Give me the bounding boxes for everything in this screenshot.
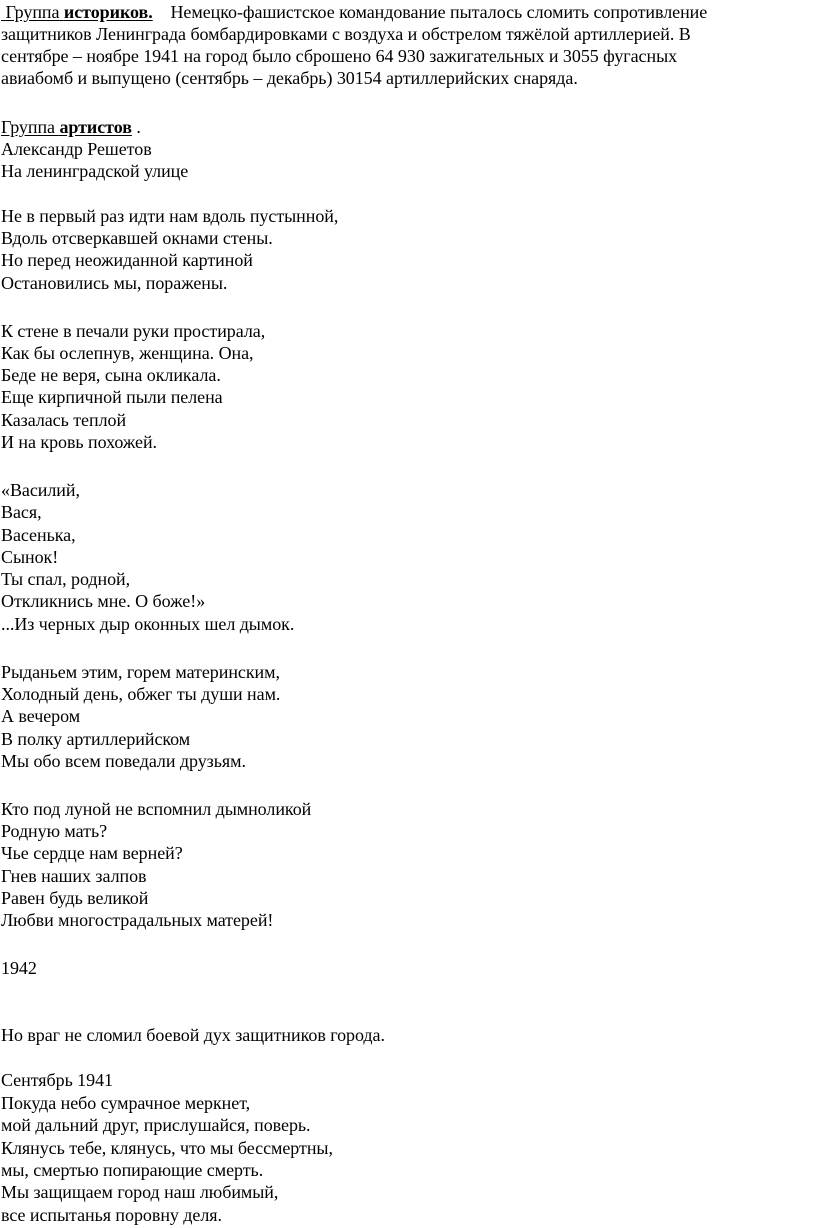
intro-line-3: сентябре – ноябре 1941 на город было сброшено 64 930 зажигательных и 3055 фугасных (1, 46, 678, 66)
poem-line: Ты спал, родной, (1, 569, 131, 589)
poem-line: Покуда небо сумрачное меркнет, (1, 1093, 251, 1113)
poem-line: Сынок! (1, 547, 59, 567)
intro-line-4: авиабомб и выпущено (сентябрь – декабрь) 30154 артиллерийских снаряда. (1, 68, 578, 88)
transition-text: Но враг не сломил боевой дух защитников города. (1, 1025, 385, 1045)
poem-line: Откликнись мне. О боже!» (1, 591, 206, 611)
poem-line: Но перед неожиданной картиной (1, 250, 253, 270)
intro-line-1 (0, 1, 816, 23)
poem-line: «Василий, (1, 480, 80, 500)
poem-year: 1942 (1, 958, 37, 978)
poem-line: Беде не веря, сына окликала. (1, 365, 221, 385)
poem-title: На ленинградской улице (1, 161, 189, 181)
poem-line: все испытанья поровну деля. (1, 1205, 222, 1225)
poem-line: Остановились мы, поражены. (1, 273, 228, 293)
poem-line: Родную мать? (1, 821, 108, 841)
poem-line: Равен будь великой (1, 888, 149, 908)
poem-line: Рыданьем этим, горем материнским, (1, 662, 280, 682)
poem-line: К стене в печали руки простирала, (1, 321, 266, 341)
poem-line: мой дальний друг, прислушайся, поверь. (1, 1115, 311, 1135)
poem-line: Вася, (1, 502, 42, 522)
poem-line: Кто под луной не вспомнил дымноликой (1, 799, 312, 819)
intro-line-2: защитников Ленинграда бомбардировками с воздуха и обстрелом тяжёлой артиллерией. В (1, 24, 691, 44)
artists-heading: Группа артистов . (1, 117, 141, 137)
poem-line: Не в первый раз идти нам вдоль пустынной, (1, 206, 339, 226)
poem-line: А вечером (1, 706, 81, 726)
poem-line: Вдоль отсверкавшей окнами стены. (1, 228, 273, 248)
poem-line: Клянусь тебе, клянусь, что мы бессмертны, (1, 1138, 333, 1158)
poem-line: Васенька, (1, 525, 76, 545)
group-label-historians: Группа историков. (5, 2, 153, 22)
poem-author: Александр Решетов (1, 139, 152, 159)
poem-line: И на кровь похожей. (1, 432, 157, 452)
poem-line: Холодный день, обжег ты души нам. (1, 684, 281, 704)
poem-line: Еще кирпичной пыли пелена (1, 387, 223, 407)
poem-line: мы, смертью попирающие смерть. (1, 1160, 264, 1180)
group-name-historians: историков. (63, 2, 153, 22)
poem-line: Казалась теплой (1, 410, 127, 430)
poem-line: Как бы ослепнув, женщина. Она, (1, 343, 254, 363)
group-name-artists: артистов (59, 117, 132, 137)
poem-line: Мы обо всем поведали друзьям. (1, 751, 246, 771)
poem-line: Чье сердце нам верней? (1, 843, 183, 863)
poem-line: В полку артиллерийском (1, 729, 191, 749)
poem-line: Мы защищаем город наш любимый, (1, 1182, 279, 1202)
poem-line: Любви многострадальных матерей! (1, 910, 274, 930)
poem-line: ...Из черных дыр оконных шел дымок. (1, 614, 295, 634)
poem2-heading: Сентябрь 1941 (1, 1070, 113, 1090)
intro-line-1-text: Немецко-фашистское командование пыталось сломить сопротивление (170, 2, 708, 22)
group-label-artists: Группа артистов (1, 117, 132, 137)
poem-line: Гнев наших залпов (1, 866, 147, 886)
